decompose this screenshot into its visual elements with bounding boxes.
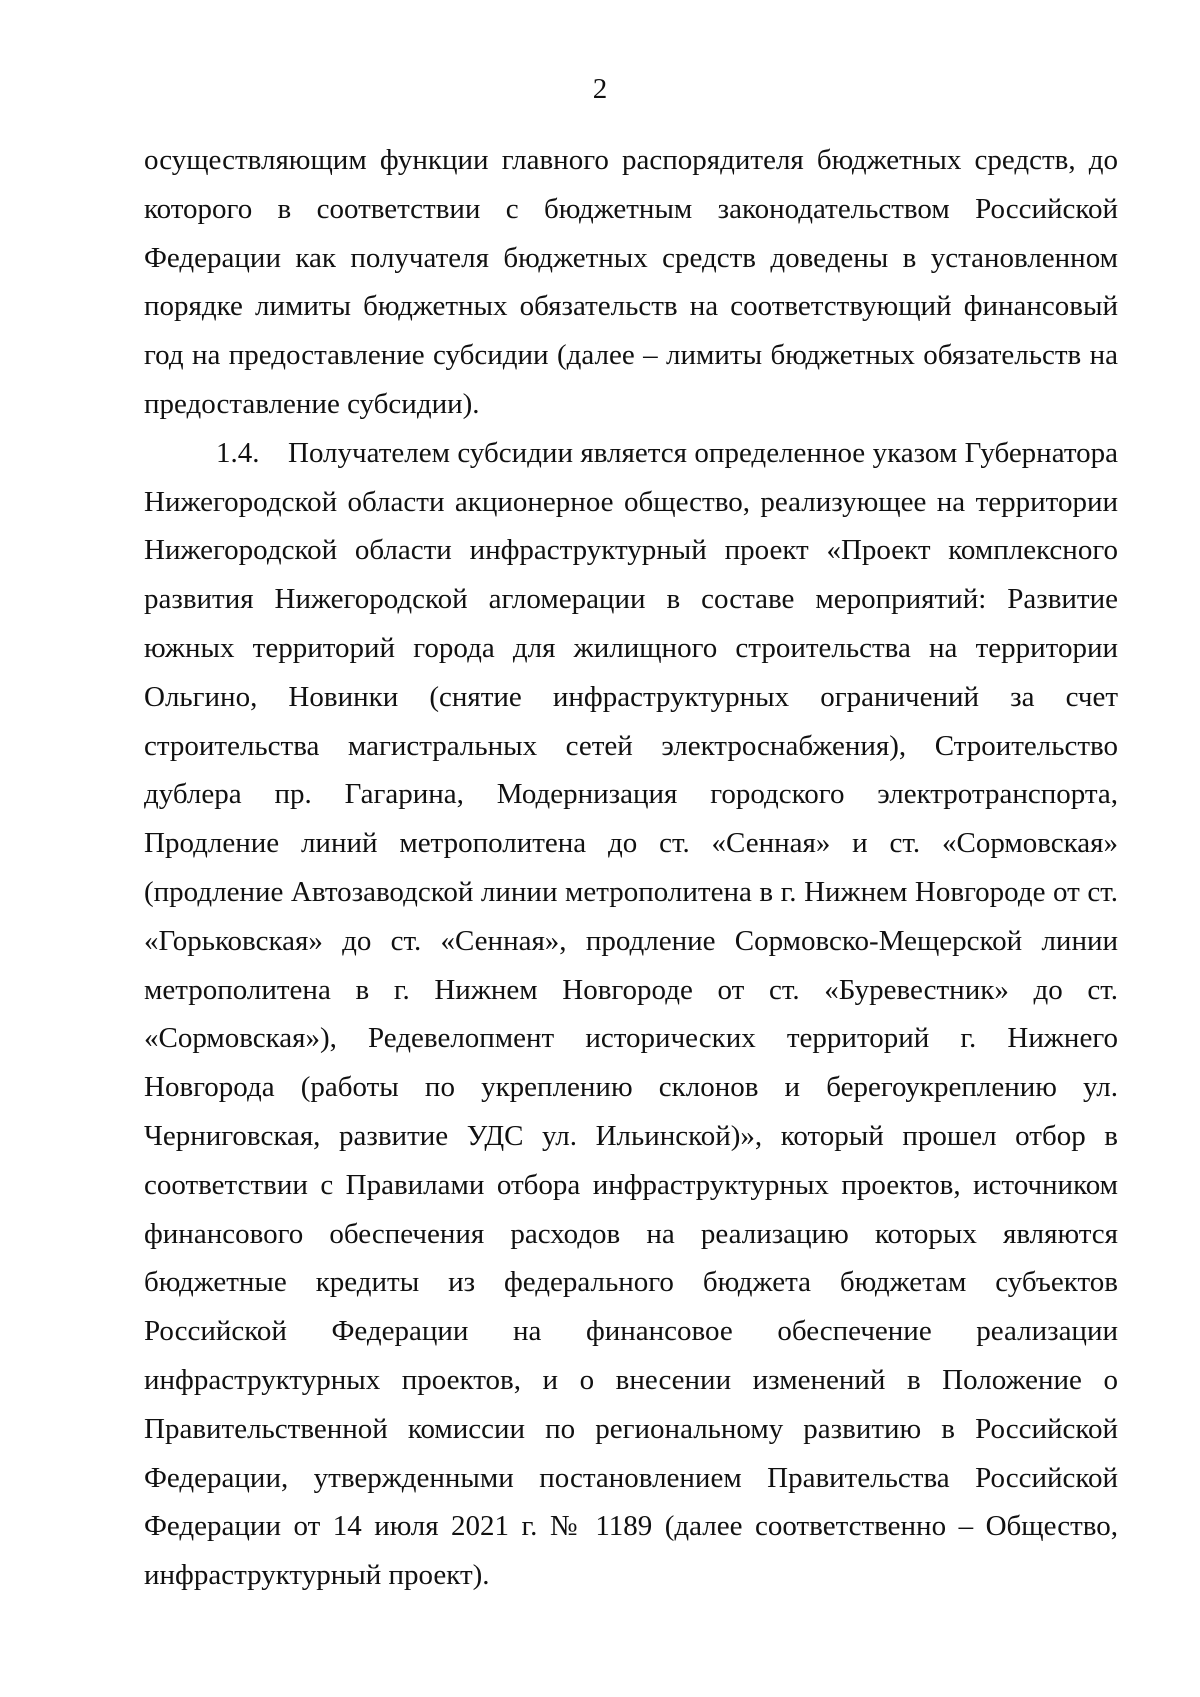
document-body <box>144 136 1118 1600</box>
page-number: 2 <box>592 73 608 105</box>
paragraph-1-4 <box>144 429 1118 1600</box>
paragraph-number: 1.4. <box>216 436 260 469</box>
paragraph-text: Получателем субсидии является определенное указом Губернатора Нижегородской области акционерное общество, реализующее на территории Нижегородской области инфраструктурный проект «Проект комплексного развития Нижегородской агломерации в составе мероприятий: Развитие южных территорий города для жилищного строительства на территории Ольгино, Новинки (снятие инфраструктурных ограничений за счет строительства магистральных сетей электроснабжения), Строительство дублера пр. Гагарина, Модернизация городского электротранспорта, Продление линий метрополитена до ст. «Сенная» и ст. «Сормовская» (продление Автозаводской линии метрополитена в г. Нижнем Новгороде от ст. «Горьковская» до ст. «Сенная», продление Сормовско-Мещерской линии метрополитена в г. Нижнем Новгороде от ст. «Буревестник» до ст. «Сормовская»), Редевелопмент исторических территорий г. Нижнего Новгорода (работы по укреплению склонов и берегоукреплению ул. Черниговская, развитие УДС ул. Ильинской)», который прошел отбор в соответствии с Правилами отбора инфраструктурных проектов, источником финансового обеспечения расходов на реализацию которых являются бюджетные кредиты из федерального бюджета бюджетам субъектов Российской Федерации на финансовое обеспечение реализации инфраструктурных проектов, и о внесении изменений в Положение о Правительственной комиссии по региональному развитию в Российской Федерации, утвержденными постановлением Правительства Российской Федерации от 14 июля 2021 г. № 1189 (далее соответственно – Общество, инфраструктурный проект). <box>144 436 1118 1592</box>
paragraph-continuation: осуществляющим функции главного распорядителя бюджетных средств, до которого в соответствии с бюджетным законодательством Российской Федерации как получателя бюджетных средств доведены в установленном порядке лимиты бюджетных обязательств на соответствующий финансовый год на предоставление субсидии (далее – лимиты бюджетных обязательств на предоставление субсидии). <box>144 144 1118 420</box>
